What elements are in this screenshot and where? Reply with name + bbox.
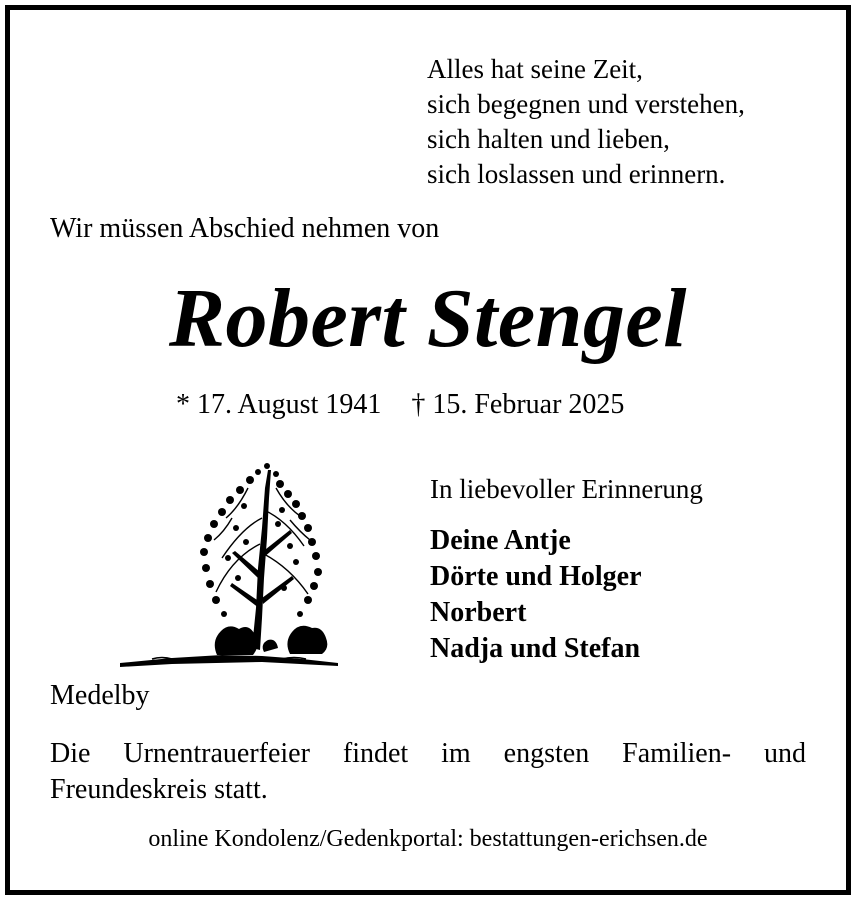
poem-line: sich loslassen und erinnern. <box>427 159 726 189</box>
family-member: Deine Antje <box>430 525 571 556</box>
family-member: Dörte und Holger <box>430 561 642 592</box>
condolence-portal-text: online Kondolenz/Gedenkportal: bestattungen-erichsen.de <box>148 826 708 852</box>
poem-line: sich begegnen und verstehen, <box>427 89 745 119</box>
ceremony-notice: Die Urnentrauerfeier findet im engsten Familien- und Freundeskreis statt. <box>50 738 806 805</box>
life-dates <box>176 389 624 421</box>
place-name: Medelby <box>50 680 150 711</box>
birth-date: * 17. August 1941 <box>176 389 382 420</box>
family-member: Norbert <box>430 597 527 628</box>
death-date: † 15. Februar 2025 <box>411 389 625 420</box>
family-member: Nadja und Stefan <box>430 633 641 664</box>
poem <box>427 52 745 192</box>
birch-tree-drawing-icon <box>112 458 344 672</box>
poem-line: sich halten und lieben, <box>427 124 670 154</box>
poem-line: Alles hat seine Zeit, <box>427 54 643 84</box>
remembrance-text: In liebevoller Erinnerung <box>430 474 703 504</box>
deceased-name: Robert Stengel <box>168 272 687 365</box>
intro-text: Wir müssen Abschied nehmen von <box>50 213 440 244</box>
family-list <box>430 523 642 667</box>
